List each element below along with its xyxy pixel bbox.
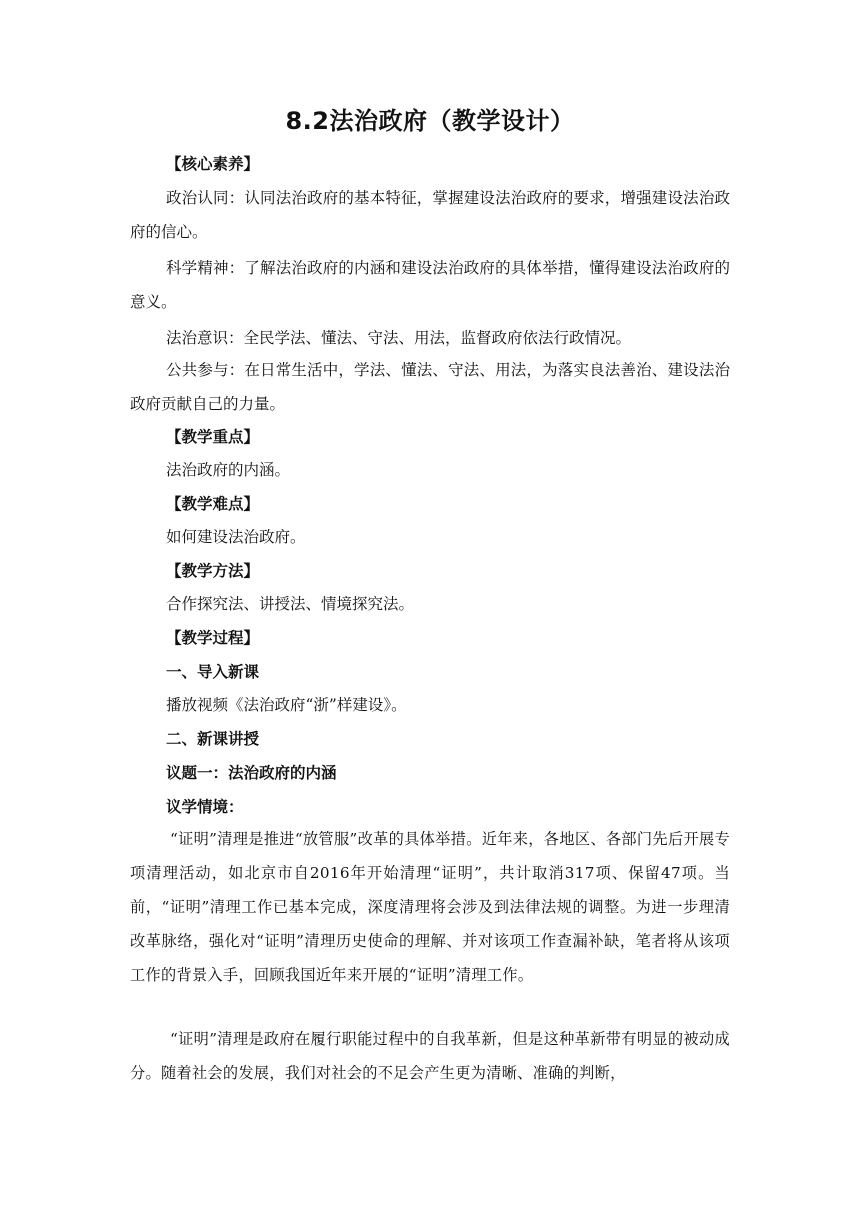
process-part2-heading: 二、新课讲授 bbox=[166, 730, 260, 748]
difficult-points-text: 如何建设法治政府。 bbox=[166, 528, 306, 546]
process-part1-heading: 一、导入新课 bbox=[166, 663, 260, 681]
process-heading: 【教学过程】 bbox=[166, 629, 260, 647]
key-points-text: 法治政府的内涵。 bbox=[166, 461, 291, 479]
core-literacy-heading: 【核心素养】 bbox=[166, 155, 260, 173]
methods-heading: 【教学方法】 bbox=[166, 562, 260, 580]
process-part1-text: 播放视频《法治政府“浙”样建设》。 bbox=[166, 696, 407, 714]
difficult-points-heading: 【教学难点】 bbox=[166, 495, 260, 513]
methods-text: 合作探究法、讲授法、情境探究法。 bbox=[166, 595, 415, 613]
core-literacy-item-law: 法治意识：全民学法、懂法、守法、用法，监督政府依法行政情况。 bbox=[166, 329, 632, 347]
context-paragraph-2: “证明”清理是政府在履行职能过程中的自我革新，但是这种革新带有明显的被动成分。随着社会的发展，我们对社会的不足会产生更为清晰、准确的判断， bbox=[130, 1030, 730, 1082]
topic1-heading: 议题一：法治政府的内涵 bbox=[166, 764, 337, 782]
key-points-heading: 【教学重点】 bbox=[166, 428, 260, 446]
document-title: 8.2法治政府（教学设计） bbox=[285, 107, 575, 135]
context-paragraph-1: “证明”清理是推进“放管服”改革的具体举措。近年来，各地区、各部门先后开展专项清理活动，如北京市自2016年开始清理“证明”，共计取消317项、保留47项。当前，“证明”清理工作已基本完成，深度清理将会涉及到法律法规的调整。为进一步理清改革脉络，强化对“证明”清理历史使命的理解、并对该项工作查漏补缺，笔者将从该项工作的背景入手，回顾我国近年来开展的“证明”清理工作。 bbox=[130, 830, 730, 984]
core-literacy-item-science: 科学精神：了解法治政府的内涵和建设法治政府的具体举措，懂得建设法治政府的意义。 bbox=[130, 259, 730, 311]
context-heading: 议学情境： bbox=[166, 798, 244, 816]
core-literacy-item-political: 政治认同：认同法治政府的基本特征，掌握建设法治政府的要求，增强建设法治政府的信心。 bbox=[130, 189, 730, 241]
core-literacy-item-public: 公共参与：在日常生活中，学法、懂法、守法、用法，为落实良法善治、建设法治政府贡献自己的力量。 bbox=[130, 361, 730, 413]
